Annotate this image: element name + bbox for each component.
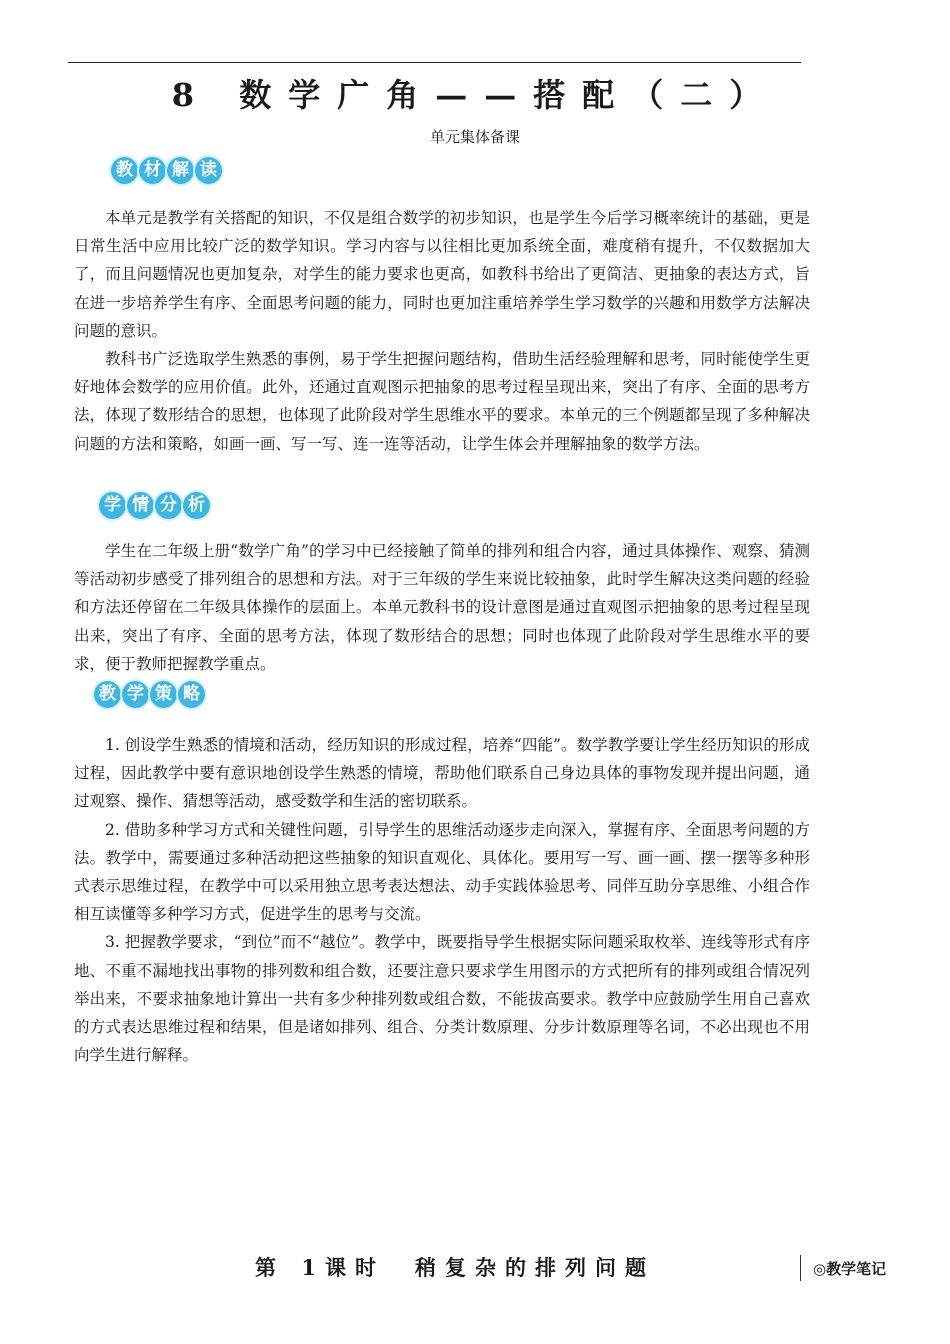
heading-bubble: 教 xyxy=(111,157,138,184)
teaching-notes-label: ◎教学笔记 xyxy=(813,1260,887,1278)
section-heading-textbook-reading xyxy=(111,157,222,184)
top-rule xyxy=(68,62,801,63)
section-body-teaching-strategy xyxy=(74,731,810,1069)
heading-bubble: 学 xyxy=(122,681,149,708)
section-body-textbook-reading xyxy=(74,204,810,458)
paragraph: 3. 把握教学要求，“到位”而不“越位”。教学中，既要指导学生根据实际问题采取枚举、连线等形式有序地、不重不漏地找出事物的排列数和组合数，还要注意只要求学生用图示的方式把所有的排列或组合情况列举出来，不要求抽象地计算出一共有多少种排列数或组合数，不能拔高要求。教学中应鼓励学生用自己喜欢的方式表达思维过程和结果，但是诸如排列、组合、分类计数原理、分步计数原理等名词，不必出现也不用向学生进行解释。 xyxy=(74,933,810,1065)
heading-bubble: 教 xyxy=(94,681,121,708)
page-subtitle: 单元集体备课 xyxy=(429,128,520,146)
footer-divider xyxy=(800,1255,801,1281)
heading-bubble: 材 xyxy=(139,157,166,184)
heading-bubble: 分 xyxy=(155,492,182,519)
section-body-student-analysis xyxy=(74,537,810,678)
heading-bubble: 读 xyxy=(195,157,222,184)
paragraph: 教科书广泛选取学生熟悉的事例，易于学生把握问题结构，借助生活经验理解和思考，同时能使学生更好地体会数学的应用价值。此外，还通过直观图示把抽象的思考过程呈现出来，突出了有序、全面的思考方法，体现了数形结合的思想，也体现了此阶段对学生思维水平的要求。本单元的三个例题都呈现了多种解决问题的方法和策略，如画一画、写一写、连一连等活动，让学生体会并理解抽象的数学方法。 xyxy=(74,350,810,453)
paragraph: 2. 借助多种学习方式和关键性问题，引导学生的思维活动逐步走向深入，掌握有序、全面思考问题的方法。教学中，需要通过多种活动把这些抽象的知识直观化、具体化。要用写一写、画一画、摆一摆等多种形式表示思维过程，在教学中可以采用独立思考表达想法、动手实践体验思考、同伴互助分享思维、小组合作相互读懂等多种学习方式，促进学生的思考与交流。 xyxy=(74,820,810,924)
section-heading-teaching-strategy xyxy=(94,681,205,708)
paragraph: 本单元是教学有关搭配的知识，不仅是组合数学的初步知识，也是学生今后学习概率统计的基础，更是日常生活中应用比较广泛的数学知识。学习内容与以往相比更加系统全面，难度稍有提升，不仅数据加大了，而且问题情况也更加复杂，对学生的能力要求也更高，如教科书给出了更简洁、更抽象的表达方式，旨在进一步培养学生有序、全面思考问题的能力，同时也更加注重培养学生学习数学的兴趣和用数学方法解决问题的意识。 xyxy=(74,209,810,340)
heading-bubble: 策 xyxy=(150,681,177,708)
heading-bubble: 解 xyxy=(167,157,194,184)
heading-bubble: 情 xyxy=(127,492,154,519)
heading-bubble: 析 xyxy=(183,492,210,519)
heading-bubble: 学 xyxy=(99,492,126,519)
paragraph: 1. 创设学生熟悉的情境和活动，经历知识的形成过程，培养“四能”。数学教学要让学生经历知识的形成过程，因此教学中要有意识地创设学生熟悉的情境，帮助他们联系自己身边具体的事物发现并提出问题，通过观察、操作、猜想等活动，感受数学和生活的密切联系。 xyxy=(74,736,810,811)
lesson-title: 第 1课时 稍复杂的排列问题 xyxy=(255,1255,655,1280)
page-title: 8 数学广角——搭配（二） xyxy=(171,76,779,114)
section-heading-student-analysis xyxy=(99,492,210,519)
paragraph: 学生在二年级上册“数学广角”的学习中已经接触了简单的排列和组合内容，通过具体操作、观察、猜测等活动初步感受了排列组合的思想和方法。对于三年级的学生来说比较抽象，此时学生解决这类问题的经验和方法还停留在二年级具体操作的层面上。本单元教科书的设计意图是通过直观图示把抽象的思考过程呈现出来，突出了有序、全面的思考方法，体现了数形结合的思想；同时也体现了此阶段对学生思维水平的要求，便于教师把握教学重点。 xyxy=(74,542,810,673)
heading-bubble: 略 xyxy=(178,681,205,708)
